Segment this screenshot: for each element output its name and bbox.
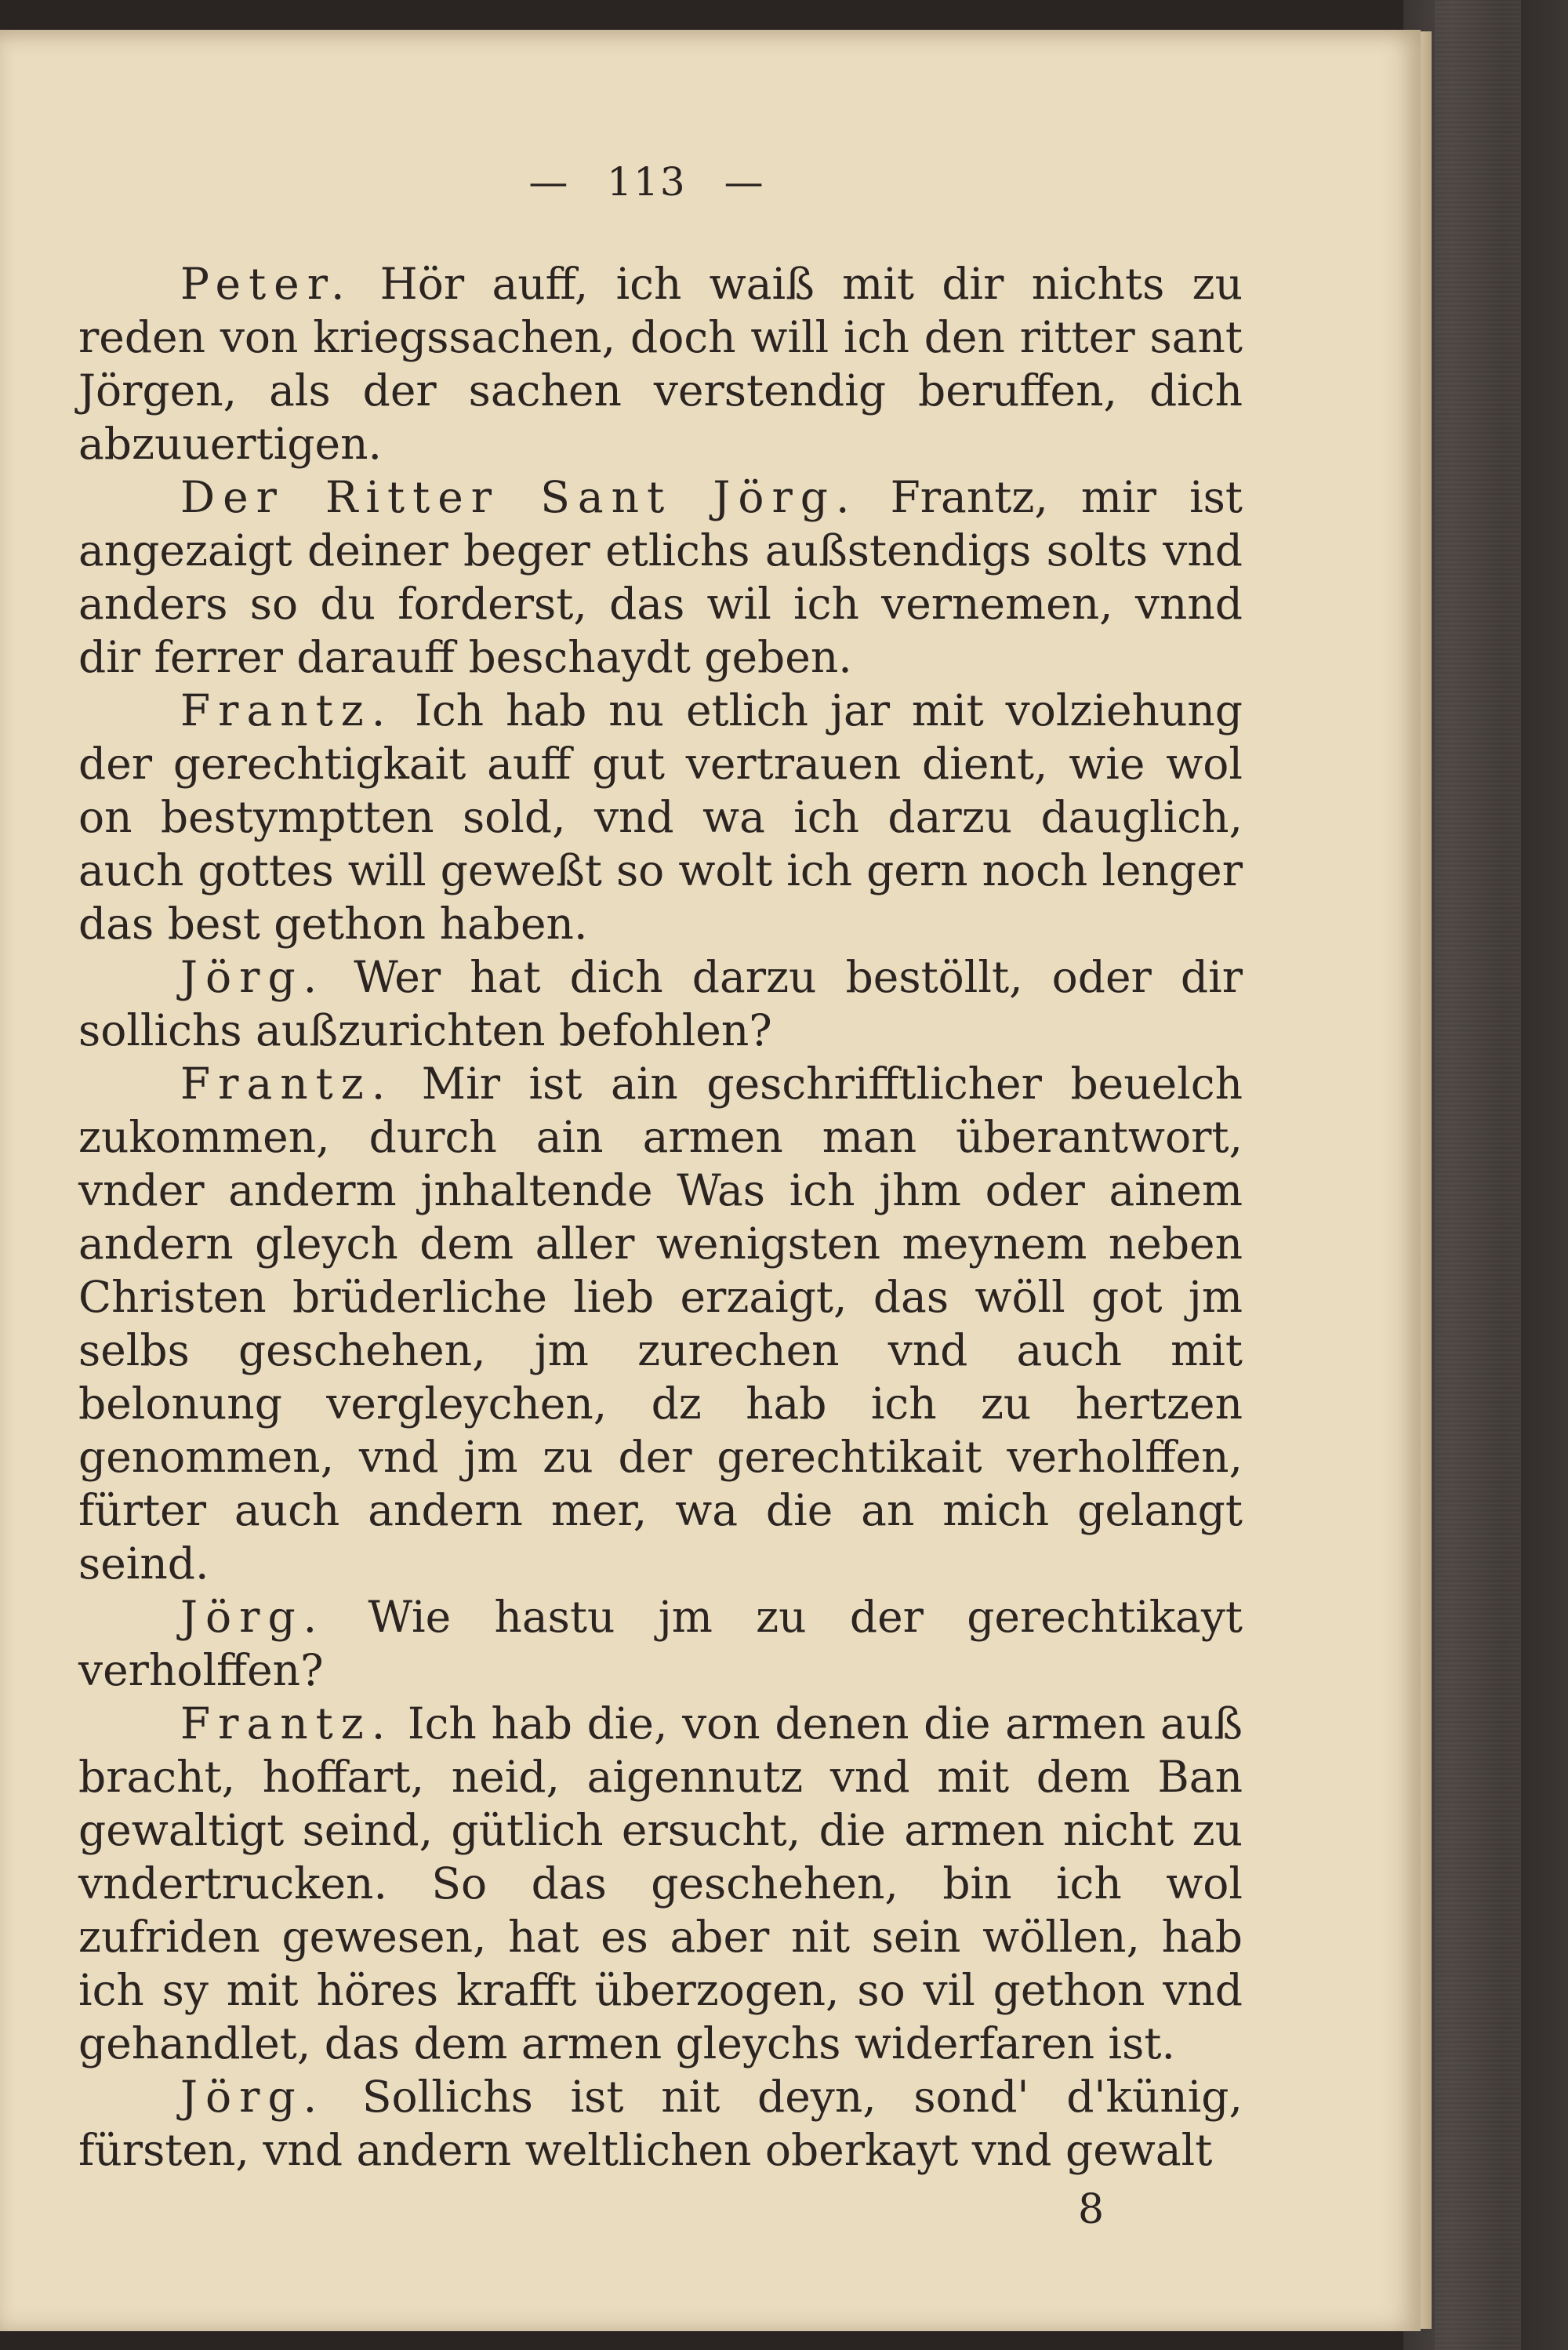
page-number: 113 [607,159,687,205]
dialogue-text: Ich hab die, von denen die armen auß bracht, hoffart, neid, aigennutz vnd mit dem Ban gewaltigt seind, gütlich ersucht, die armen nicht zu vndertrucken. So das geschehen, bin ich wol zufriden gewesen, hat es aber nit sein wöllen, hab ich sy mit höres krafft überzogen, so vil gethon vnd gehandlet, das dem armen gleychs widerfaren ist. [78,1698,1243,2069]
page-text [78,257,1243,2177]
dialogue-text: Hör auff, ich waiß mit dir nichts zu reden von kriegssachen, doch will ich den ritter sant Jörgen, als der sachen verstendig beruffen, dich abzuuertigen. [78,259,1243,469]
book-spine-texture [1435,0,1521,2350]
dialogue-paragraph [78,470,1243,684]
dialogue-text: Wie hastu jm zu der gerechtikayt verholffen? [78,1592,1243,1695]
speaker-name: Jörg. [180,2072,325,2122]
dialogue-paragraph [78,2070,1243,2177]
header-dash-left: — [528,159,570,205]
page-edge [1421,31,1432,2329]
dialogue-paragraph [78,950,1243,1057]
dialogue-paragraph [78,684,1243,950]
speaker-name: Der Ritter Sant Jörg. [180,472,858,522]
dialogue-paragraph [78,1057,1243,1590]
speaker-name: Jörg. [180,1592,325,1642]
signature-mark: 8 [1078,2186,1105,2233]
page-header [0,159,1294,205]
speaker-name: Jörg. [180,952,325,1002]
speaker-name: Frantz. [180,1698,394,1749]
dialogue-text: Ich hab nu etlich jar mit volziehung der gerechtigkait auff gut vertrauen dient, wie wol on bestymptten sold, vnd wa ich darzu dauglich, auch gottes will geweßt so wolt ich gern noch lenger das best gethon haben. [78,685,1243,949]
dialogue-text: Mir ist ain geschrifftlicher beuelch zukommen, durch ain armen man überantwort, vnder anderm jnhaltende Was ich jhm oder ainem andern gleych dem aller wenigsten meynem neben Christen brüderliche lieb erzaigt, das wöll got jm selbs geschehen, jm zurechen vnd auch mit belonung vergleychen, dz hab ich zu hertzen genommen, vnd jm zu der gerechtikait verholffen, fürter auch andern mer, wa die an mich gelangt seind. [78,1059,1243,1589]
dialogue-paragraph [78,257,1243,470]
dialogue-text: Frantz, mir ist angezaigt deiner beger etlichs außstendigs solts vnd anders so du forderst, das wil ich vernemen, vnnd dir ferrer darauff beschaydt geben. [78,472,1243,682]
speaker-name: Peter. [180,259,353,309]
book-page [0,30,1421,2331]
header-dash-right: — [724,159,765,205]
dialogue-text: Wer hat dich darzu bestöllt, oder dir sollichs außzurichten befohlen? [78,952,1243,1055]
speaker-name: Frantz. [180,685,394,736]
dialogue-paragraph [78,1590,1243,1697]
dialogue-text: Sollichs ist nit deyn, sond' d'künig, fürsten, vnd andern weltlichen oberkayt vnd gewalt [78,2072,1243,2175]
dialogue-paragraph [78,1697,1243,2070]
speaker-name: Frantz. [180,1059,394,1109]
